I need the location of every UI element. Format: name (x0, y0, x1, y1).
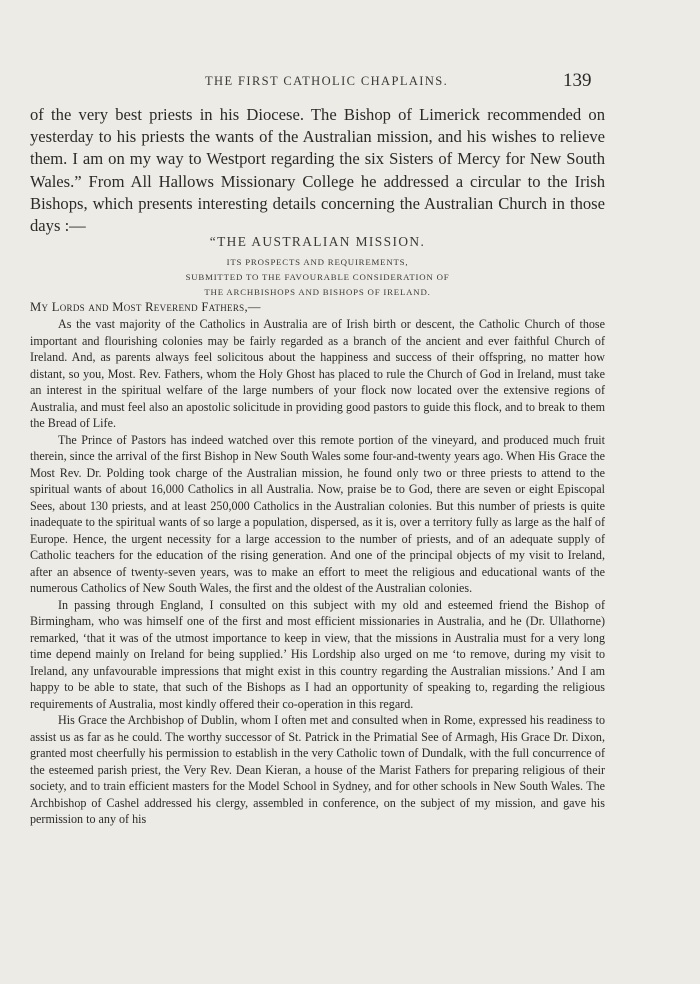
letter-body (30, 316, 605, 828)
paragraph-1: As the vast majority of the Catholics in Australia are of Irish birth or descent, the Catholic Church of those important and flourishing colonies may be fairly regarded as a branch of the ancient and ever faithful Church of Ireland. And, as parents always feel solicitous about the happiness and success of their offspring, no matter how distant, so you, Most. Rev. Fathers, whom the Holy Ghost has placed to rule the Church of God in Ireland, must take an interest in the spiritual welfare of the large numbers of your flock now located over the extensive regions of Australia, and must feel also an apostolic solicitude in providing good pastors to guide this flock, and to break to them the Bread of Life. (30, 317, 605, 430)
page-number: 139 (563, 70, 592, 91)
paragraph-2: The Prince of Pastors has indeed watched over this remote portion of the vineyard, and produced much fruit therein, since the arrival of the first Bishop in New South Wales some four-and-twenty years ago. When His Grace the Most Rev. Dr. Polding took charge of the Australian mission, he found only two or three priests to attend to the spiritual wants of about 16,000 Catholics in all Australia. Now, praise be to God, there are seven or eight Episcopal Sees, about 130 priests, and at least 250,000 Catholics in the Australian colonies. But this number of priests is quite inadequate to the spiritual wants of so large a population, dispersed, as it is, over a territory fully as large as the half of Europe. Hence, the urgent necessity for a large accession to the number of priests, and of an adequate supply of Catholic teachers for the education of the rising generation. And one of the principal objects of my visit to Ireland, after an absence of twenty-seven years, was to make an effort to meet the religious and educational wants of the numerous Catholics of New South Wales, the first and the oldest of the Australian colonies. (30, 432, 605, 595)
salutation: My Lords and Most Reverend Fathers,— (30, 300, 261, 314)
intro-text: of the very best priests in his Diocese. The Bishop of Limerick recommended on yesterday to his priests the wants of the Australian mission, and his wishes to relieve them. I am on my way to Westport regarding the six Sisters of Mercy for New South Wales.” From All Hallows Missionary College he addressed a circular to the Irish Bishops, which presents interesting details concerning the Australian Church in those days :— (30, 105, 605, 236)
document-title: “THE AUSTRALIAN MISSION. (209, 234, 426, 249)
running-head: THE FIRST CATHOLIC CHAPLAINS. (205, 74, 449, 88)
paragraph-4: His Grace the Archbishop of Dublin, whom I often met and consulted when in Rome, expressed his readiness to assist us as far as he could. The worthy successor of St. Patrick in the Primatial See of Armagh, His Grace Dr. Dixon, granted most cheerfully his permission to establish in the very Catholic town of Dundalk, with the full concurrence of the esteemed parish priest, the Very Rev. Dean Kieran, a house of the Marist Fathers for preparing religious of their society, and to train efficient masters for the Model School in Sydney, and for other schools in New South Wales. The Archbishop of Cashel addressed his clergy, assembled in conference, on the subject of my mission, and gave his permission to any of his (30, 713, 605, 826)
document-subtitle-2: SUBMITTED TO THE FAVOURABLE CONSIDERATION OF (185, 272, 450, 282)
intro-paragraph (30, 104, 605, 237)
document-subtitle-3: THE ARCHBISHOPS AND BISHOPS OF IRELAND. (204, 287, 431, 297)
document-subtitle-1: ITS PROSPECTS AND REQUIREMENTS, (226, 257, 409, 267)
paragraph-3: In passing through England, I consulted on this subject with my old and esteemed friend the Bishop of Birmingham, who was himself one of the first and most efficient missionaries in Australia, and he (Dr. Ullathorne) remarked, ‘that it was of the utmost importance to keep in view, that the missions in Australia must for a very long time depend mainly on Ireland for being supplied.’ His Lordship also urged on me ‘to remove, during my visit to Ireland, any unfavourable impressions that might exist in this country regarding the Australian missions.’ And I am happy to be able to state, that such of the Bishops as I had an opportunity of speaking to, regarding the religious requirements of Australia, most kindly offered their co-operation in this regard. (30, 597, 605, 711)
